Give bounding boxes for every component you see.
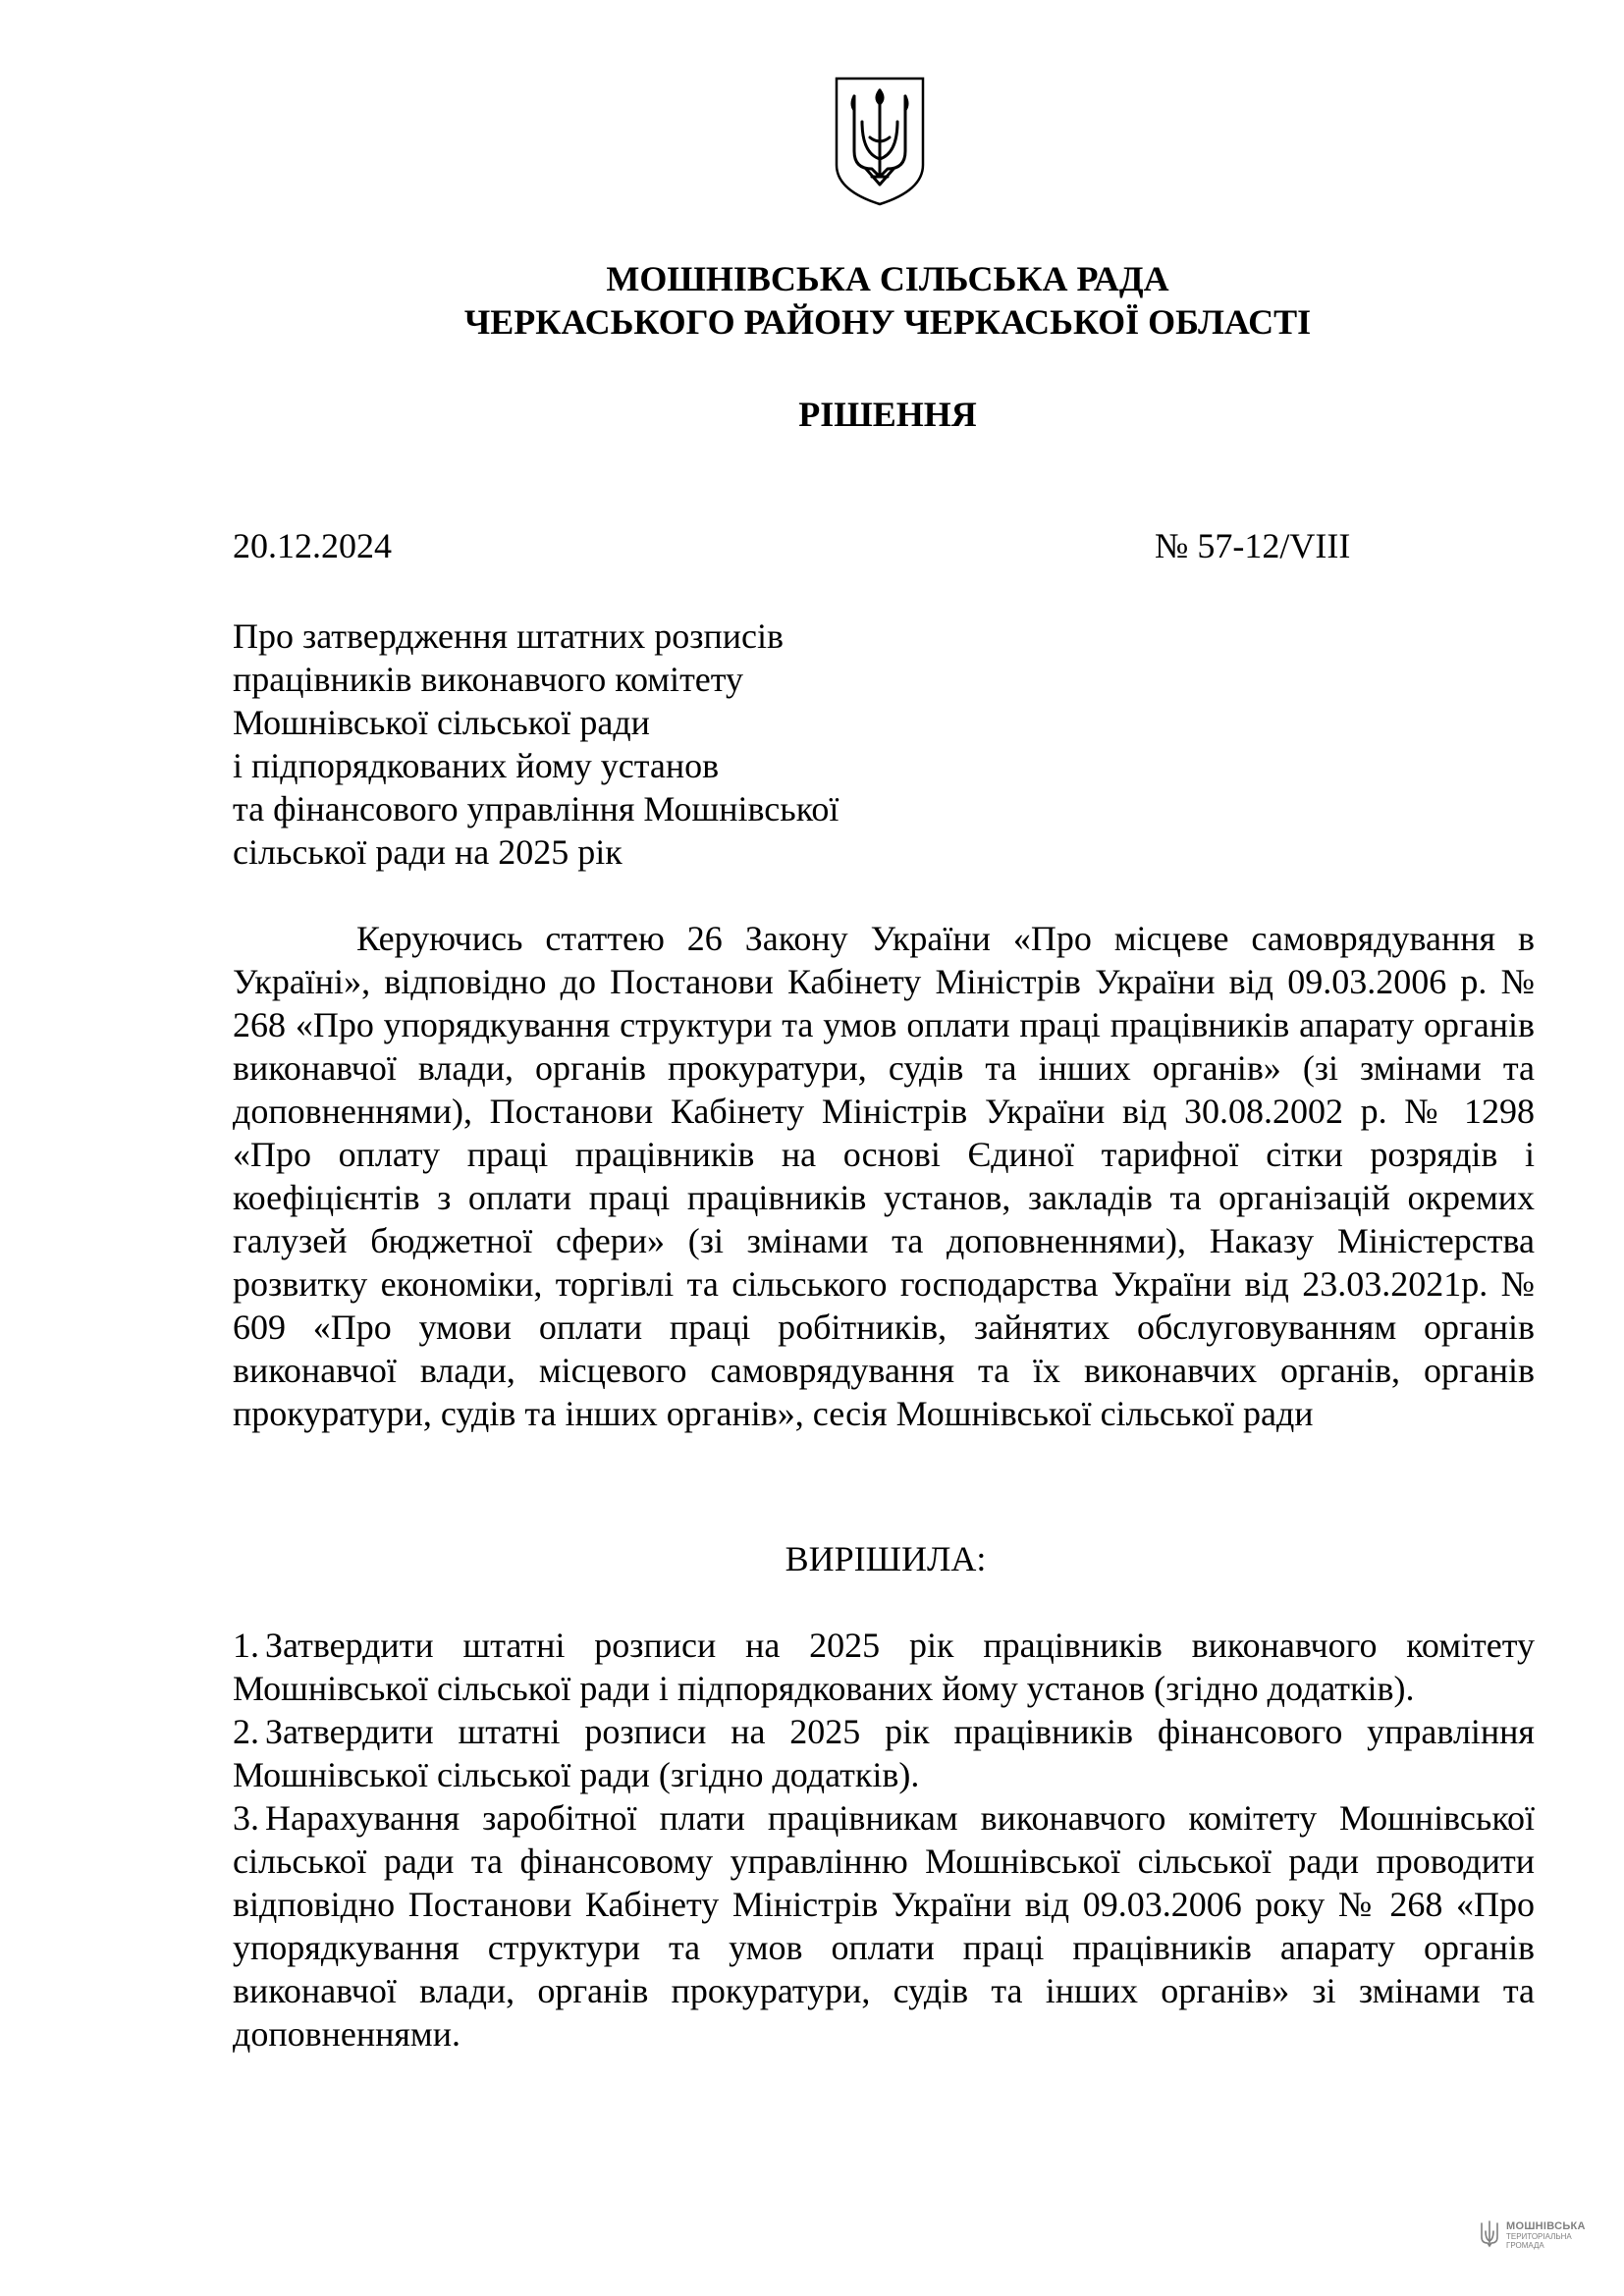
item-number: 2. [233, 1712, 259, 1751]
item-text: Затвердити штатні розписи на 2025 рік працівників виконавчого комітету Мошнівської сільської ради і підпорядкованих йому установ (згідно додатків). [233, 1626, 1535, 1708]
district-name: ЧЕРКАСЬКОГО РАЙОНУ ЧЕРКАСЬКОЇ ОБЛАСТІ [463, 302, 1312, 342]
watermark-subtitle-1: ТЕРИТОРІАЛЬНА [1506, 2231, 1572, 2241]
decision-item-1 [233, 1624, 1535, 1710]
community-watermark [1479, 2213, 1597, 2258]
decision-item-3 [233, 1796, 1535, 2056]
decision-title [233, 614, 979, 874]
item-text: Затвердити штатні розписи на 2025 рік працівників фінансового управління Мошнівської сільської ради (згідно додатків). [233, 1712, 1535, 1794]
title-line: та фінансового управління Мошнівської [233, 789, 839, 828]
title-line: Мошнівської сільської ради [233, 703, 650, 742]
resolved-label: ВИРІШИЛА: [785, 1539, 987, 1578]
council-name: МОШНІВСЬКА СІЛЬСЬКА РАДА [606, 259, 1169, 298]
title-line: і підпорядкованих йому установ [233, 746, 720, 785]
preamble-paragraph: Керуючись статтею 26 Закону України «Про місцеве самоврядування в Україні», відповідно до Постанови Кабінету Міністрів України від 09.03.2006 р. № 268 «Про упорядкування структури та умов оплати праці працівників апарату органів виконавчої влади, органів прокуратури, судів та інших органів» (зі змінами та доповненнями), Постанови Кабінету Міністрів України від 30.08.2002 р. № 1298 «Про оплату праці працівників на основі Єдиної тарифної сітки розрядів і коефіцієнтів з оплати праці працівників установ, закладів та організацій окремих галузей бюджетної сфери» (зі змінами та доповненнями), Наказу Міністерства розвитку економіки, торгівлі та сільського господарства України від 23.03.2021р. № 609 «Про умови оплати праці робітників, зайнятих обслуговуванням органів виконавчої влади, місцевого самоврядування та їх виконавчих органів, органів прокуратури, судів та інших органів», сесія Мошнівської сільської ради [233, 919, 1535, 1433]
decision-item-2 [233, 1710, 1535, 1796]
community-logo-icon [1479, 2219, 1500, 2251]
watermark-subtitle-2: ГРОМАДА [1506, 2240, 1544, 2250]
decision-items [233, 1624, 1535, 2056]
document-type-heading: РІШЕННЯ [798, 395, 977, 434]
resolved-heading [0, 1537, 1624, 1580]
decision-date: 20.12.2024 [233, 526, 392, 565]
item-text: Нарахування заробітної плати працівникам виконавчого комітету Мошнівської сільської ради та фінансовому управлінню Мошнівської сільської ради проводити відповідно Постанови Кабінету Міністрів України від 09.03.2006 року № 268 «Про упорядкування структури та умов оплати праці працівників апарату органів виконавчої влади, органів прокуратури, судів та інших органів» зі змінами та доповненнями. [233, 1798, 1535, 2054]
decision-number: № 57-12/VIII [1155, 526, 1351, 565]
watermark-title: МОШНІВСЬКА [1506, 2219, 1586, 2232]
item-number: 1. [233, 1626, 259, 1665]
item-number: 3. [233, 1798, 259, 1838]
title-line: працівників виконавчого комітету [233, 660, 744, 699]
trident-coat-of-arms-icon [833, 75, 927, 208]
title-line: Про затвердження штатних розписів [233, 616, 785, 656]
title-line: сільської ради на 2025 рік [233, 832, 623, 872]
